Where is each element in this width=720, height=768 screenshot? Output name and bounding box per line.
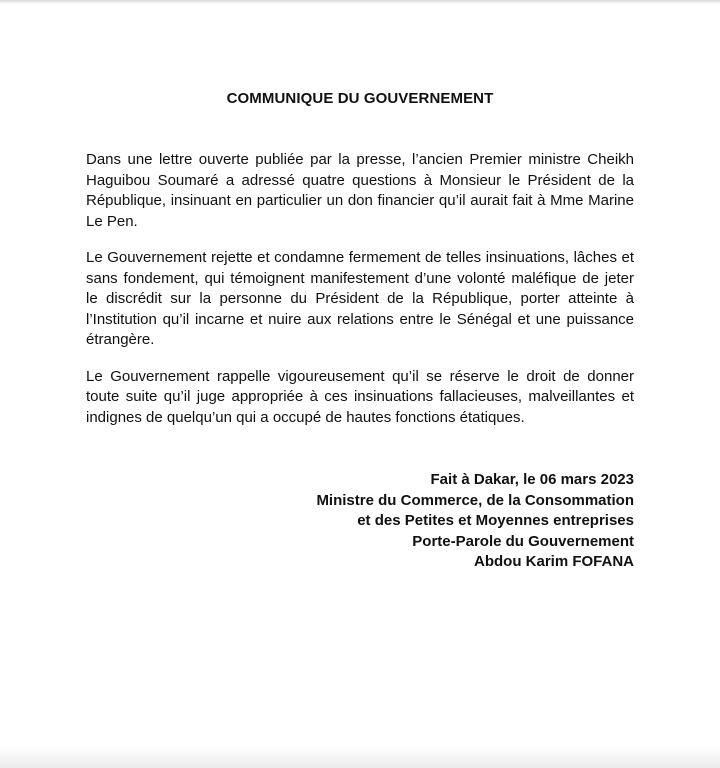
paragraph-1: Dans une lettre ouverte publiée par la presse, l’ancien Premier ministre Cheikh Haguibou Soumaré a adressé quatre questions à Monsieur le Président de la République, insinuant en particulier un don financier qu’il aurait fait à Mme Marine Le Pen. bbox=[86, 151, 634, 230]
paragraph-3: Le Gouvernement rappelle vigoureusement qu’il se réserve le droit de donner toute suite qu’il juge appropriée à ces insinuations fallacieuses, malveillantes et indignes de quelqu’un qui a occupé de hautes fonctions étatiques. bbox=[86, 367, 634, 426]
signatory-role-line-1: Ministre du Commerce, de la Consommation bbox=[316, 491, 634, 509]
document-body bbox=[86, 150, 634, 444]
signature-block bbox=[200, 470, 634, 573]
place-date: Fait à Dakar, le 06 mars 2023 bbox=[430, 471, 634, 488]
page-bottom-edge bbox=[0, 746, 720, 768]
page-top-edge bbox=[0, 0, 720, 4]
paragraph-2: Le Gouvernement rejette et condamne fermement de telles insinuations, lâches et sans fondement, qui témoignent manifestement d’une volonté maléfique de jeter le discrédit sur la personne du Président de la République, porter atteinte à l’Institution qu’il incarne et nuire aux relations entre le Sénégal et une puissance étrangère. bbox=[86, 249, 634, 348]
document-title: COMMUNIQUE DU GOUVERNEMENT bbox=[226, 90, 494, 107]
signatory-role-line-2: et des Petites et Moyennes entreprises bbox=[357, 512, 634, 529]
signatory-role-line-3: Porte-Parole du Gouvernement bbox=[412, 532, 634, 550]
signatory-name: Abdou Karim FOFANA bbox=[474, 553, 634, 570]
